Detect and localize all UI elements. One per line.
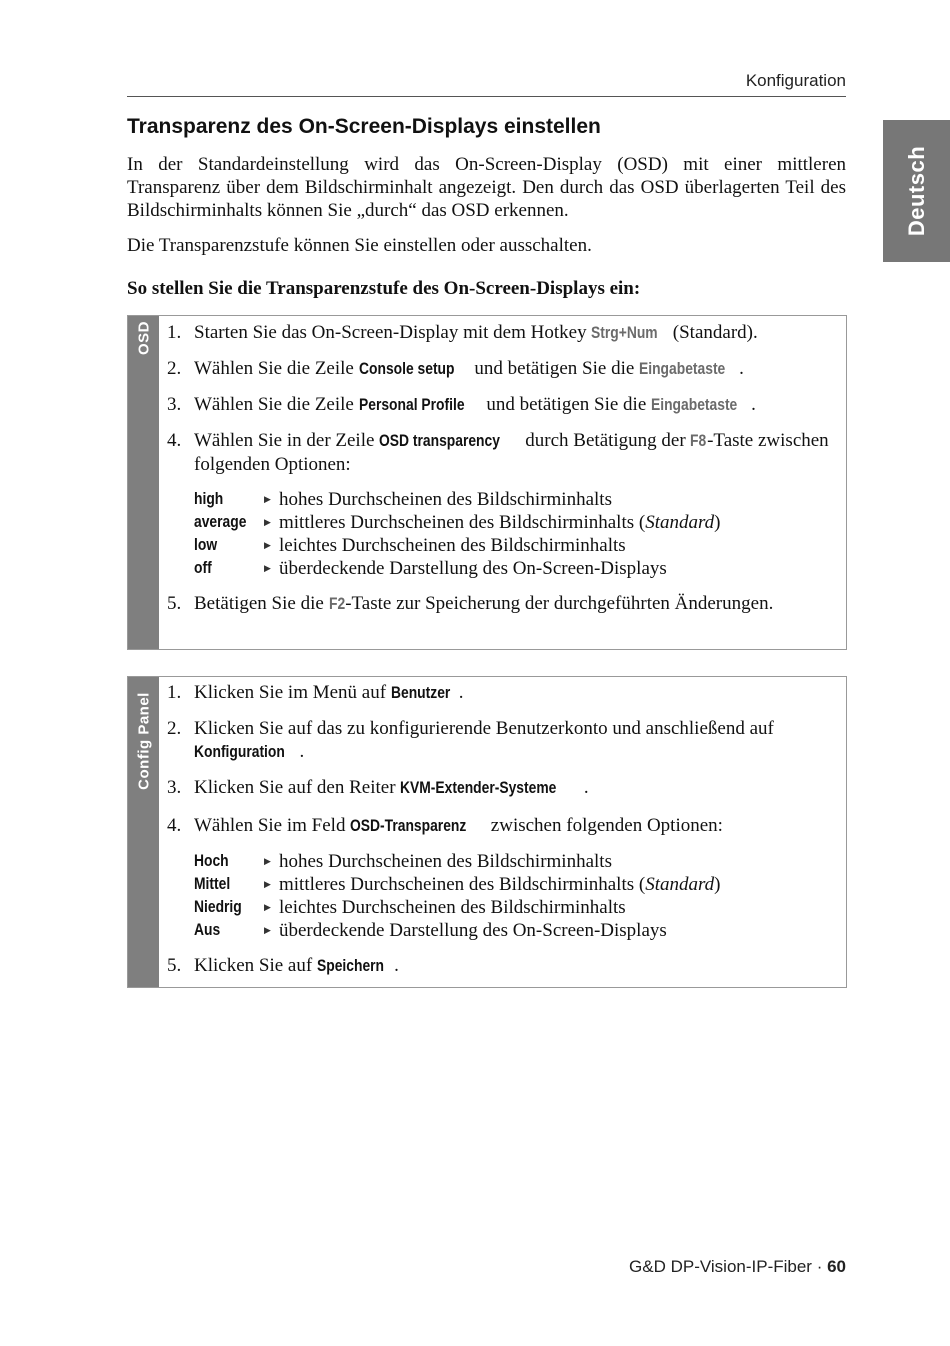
config-panel-procedure-box: Config Panel 1. Klicken Sie im Menü auf Benutzer . 2. Klicken Sie auf das zu konfigurierende Benutzerkonto und anschließend auf Konfiguration . 3. Klicken Sie auf den Reiter KVM-Extender-Systeme . 4. Wählen Sie im Feld OSD-Transparenz zwischen folgenden Optionen: Hoch ▶ hohes Durchscheinen des Bildschirminhalts Mittel ▶ mittleres Durchscheinen des Bildschirminhalts (Standard) Niedrig ▶ leichtes Durchscheinen des Bildschirminhalts Aus ▶ überdeckende Darstellung des On-Screen-Displays 5. Klicken Sie auf Speichern . xyxy=(127,676,847,988)
default-note: Standard xyxy=(645,874,715,895)
footer-product: G&D DP-Vision-IP-Fiber · xyxy=(629,1257,828,1276)
option-term: Aus xyxy=(194,921,221,939)
key-name: F2 xyxy=(328,595,345,613)
menu-term: Personal Profile xyxy=(358,396,465,414)
option-term: off xyxy=(194,559,212,577)
language-tab xyxy=(883,120,950,262)
config-panel-side-label-bar xyxy=(128,677,159,987)
triangle-right-icon: ▶ xyxy=(264,879,271,889)
page-footer xyxy=(629,1257,846,1277)
triangle-right-icon: ▶ xyxy=(264,925,271,935)
procedure-heading: So stellen Sie die Transparenzstufe des On-Screen-Displays ein: xyxy=(127,278,641,299)
option-term: Niedrig xyxy=(194,898,242,916)
default-note: Standard xyxy=(645,512,715,533)
triangle-right-icon: ▶ xyxy=(264,902,271,912)
option-term: average xyxy=(194,513,247,531)
menu-term: Konfiguration xyxy=(194,743,285,761)
running-header: Konfiguration xyxy=(745,71,846,90)
menu-term: OSD-Transparenz xyxy=(350,817,467,835)
option-description: mittleres Durchscheinen des Bildschirminhalts (Standard) xyxy=(279,512,721,533)
menu-term: OSD transparency xyxy=(379,432,501,450)
option-description: überdeckende Darstellung des On-Screen-Displays xyxy=(279,920,667,941)
triangle-right-icon: ▶ xyxy=(264,856,271,866)
option-term: Hoch xyxy=(194,852,229,870)
key-name: Eingabetaste xyxy=(651,396,738,414)
intro-paragraph-2: Die Transparenzstufe können Sie einstellen oder ausschalten. xyxy=(127,235,592,256)
triangle-right-icon: ▶ xyxy=(264,540,271,550)
hotkey: Strg+Num xyxy=(591,324,658,342)
triangle-right-icon: ▶ xyxy=(264,517,271,527)
osd-procedure-box: OSD 1. Starten Sie das On-Screen-Display mit dem Hotkey Strg+Num (Standard). 2. Wählen Sie die Zeile Console setup und betätigen Sie die Eingabetaste . 3. Wählen Sie die Zeile Personal Profile und betätigen Sie die Eingabetaste . 4. Wählen Sie in der Zeile OSD transparency durch Betätigung der F8-Taste zwischen folgenden Optionen: high ▶ hohes Durchscheinen des Bildschirminhalts average ▶ mittleres Durchscheinen des Bildschirminhalts (Standard) low ▶ leichtes Durchscheinen des Bildschirminhalts off ▶ überdeckende Darstellung des On-Screen-Displays 5. Betätigen Sie die F2-Taste zur Speicherung der durchgeführten Änderungen. xyxy=(127,315,847,650)
key-name: F8 xyxy=(690,432,707,450)
intro-paragraph: In der Standardeinstellung wird das On-Screen-Display (OSD) mit einer mittleren Transparenz über dem Bildschirminhalt angezeigt. Den durch das OSD überlagerten Teil des Bildschirminhalts können Sie „durch“ das OSD erkennen. xyxy=(127,154,846,221)
triangle-right-icon: ▶ xyxy=(264,494,271,504)
triangle-right-icon: ▶ xyxy=(264,563,271,573)
option-description: hohes Durchscheinen des Bildschirminhalts xyxy=(279,489,612,510)
option-term: high xyxy=(194,490,224,508)
header-rule xyxy=(127,96,846,97)
osd-side-label: OSD xyxy=(135,320,152,356)
section-title: Transparenz des On-Screen-Displays einstellen xyxy=(127,115,601,138)
option-term: low xyxy=(194,536,218,554)
option-description: leichtes Durchscheinen des Bildschirminhalts xyxy=(279,535,626,556)
osd-side-label-bar xyxy=(128,316,159,649)
option-description: leichtes Durchscheinen des Bildschirminhalts xyxy=(279,897,626,918)
menu-term: Speichern xyxy=(316,957,384,975)
option-description: hohes Durchscheinen des Bildschirminhalts xyxy=(279,851,612,872)
option-description: überdeckende Darstellung des On-Screen-Displays xyxy=(279,558,667,579)
option-description: mittleres Durchscheinen des Bildschirminhalts (Standard) xyxy=(279,874,721,895)
option-term: Mittel xyxy=(194,875,231,893)
menu-term: KVM-Extender-Systeme xyxy=(400,779,557,797)
language-tab-label: Deutsch xyxy=(903,145,929,237)
key-name: Eingabetaste xyxy=(639,360,726,378)
menu-term: Console setup xyxy=(358,360,455,378)
menu-term: Benutzer xyxy=(390,684,451,702)
config-panel-side-label: Config Panel xyxy=(135,692,152,790)
page-number: 60 xyxy=(827,1257,846,1276)
